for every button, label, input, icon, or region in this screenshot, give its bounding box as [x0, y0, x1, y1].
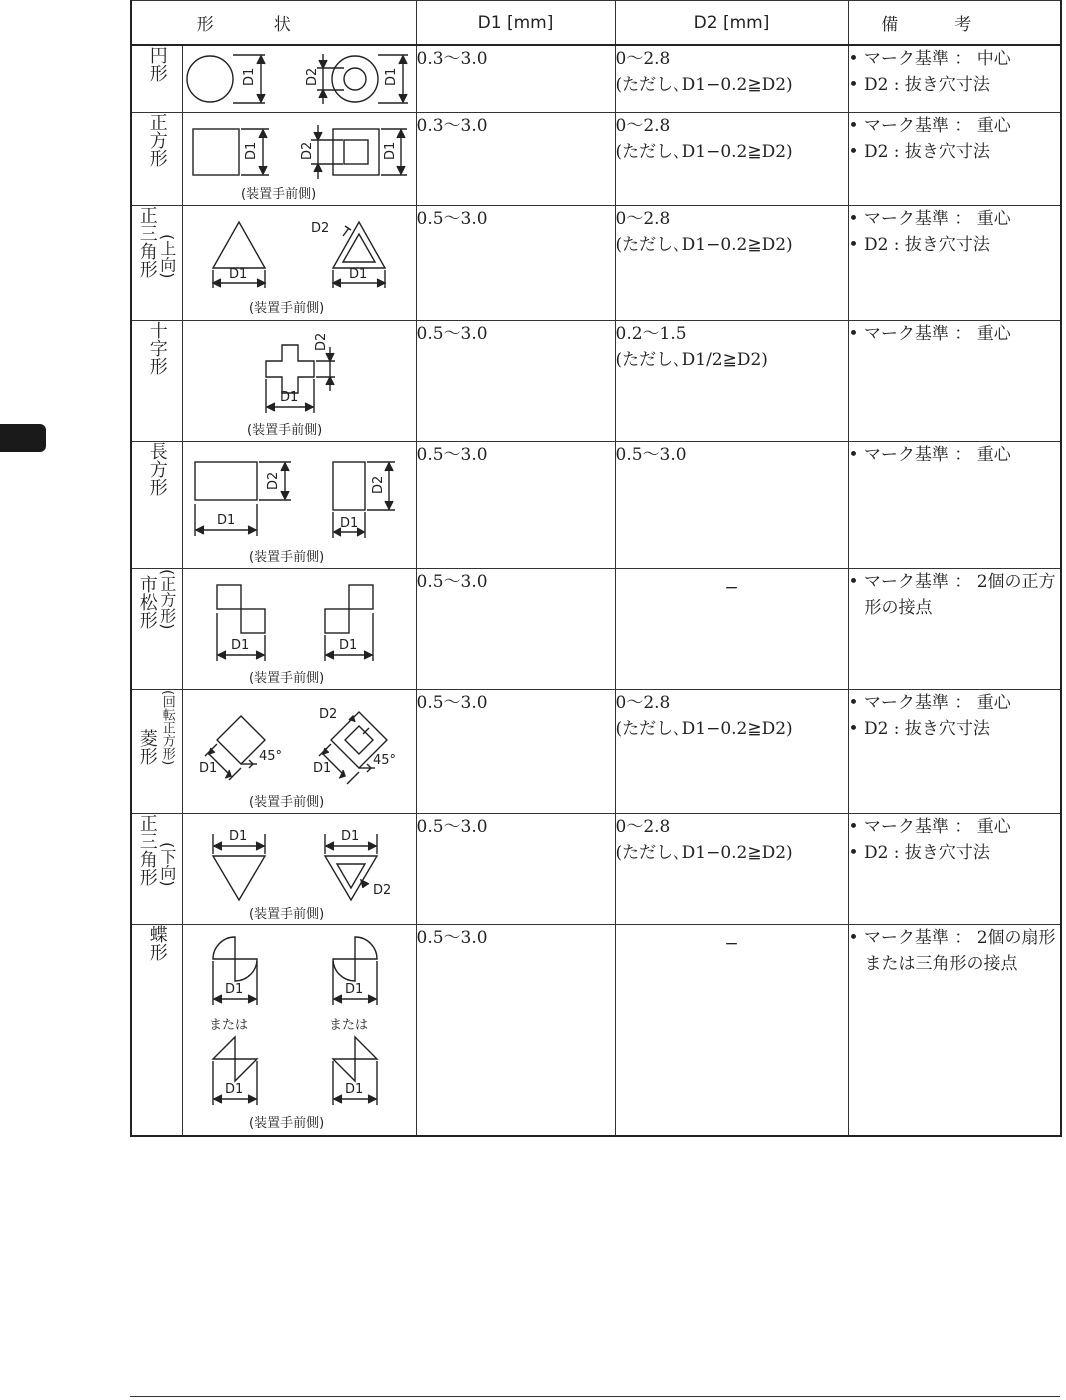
notes: • マーク基準 ： 2個の扇形または三角形の接点	[848, 925, 1061, 1137]
table-row	[131, 45, 1061, 113]
table-row	[131, 206, 1061, 321]
d2-range: 0〜2.8 (ただし､D1−0.2≧D2)	[615, 814, 848, 925]
header-row	[131, 1, 1061, 46]
table-row	[131, 925, 1061, 1137]
square-figure	[182, 113, 416, 206]
svg-text:D1: D1	[241, 67, 257, 86]
shape-name: 正三角形(上向)	[131, 206, 182, 321]
svg-text:または: または	[208, 1018, 248, 1033]
notes: • マーク基準 ： 中心 • D2 : 抜き穴寸法	[848, 45, 1061, 113]
d2-range: 0.5〜3.0	[615, 442, 848, 569]
d2-range: 0〜2.8 (ただし､D1−0.2≧D2)	[615, 690, 848, 814]
triangle-up-figure	[182, 206, 416, 321]
d2-range: −	[615, 925, 848, 1137]
shape-name: 正方形	[131, 113, 182, 206]
shape-name: 市松形(正方形)	[131, 569, 182, 690]
svg-text:(装置手前側): (装置手前側)	[248, 795, 324, 810]
circle-figure	[182, 45, 416, 113]
header-notes: 備考	[848, 1, 1061, 46]
d1-range: 0.5〜3.0	[416, 569, 615, 690]
svg-text:D1: D1	[344, 1082, 363, 1097]
svg-text:D1: D1	[338, 638, 357, 653]
svg-text:(装置手前側): (装置手前側)	[248, 550, 324, 565]
d1-range: 0.5〜3.0	[416, 814, 615, 925]
notes: • マーク基準 ： 重心	[848, 321, 1061, 442]
svg-text:D1: D1	[224, 1082, 243, 1097]
shape-name: 十字形	[131, 321, 182, 442]
svg-text:(装置手前側): (装置手前側)	[246, 423, 322, 438]
svg-text:D2: D2	[370, 475, 386, 494]
svg-text:(装置手前側): (装置手前側)	[240, 187, 316, 202]
svg-text:D1: D1	[339, 516, 358, 531]
butterfly-figure	[182, 925, 416, 1137]
svg-text:45°: 45°	[372, 753, 396, 768]
d1-range: 0.5〜3.0	[416, 442, 615, 569]
svg-text:(装置手前側): (装置手前側)	[248, 907, 324, 922]
d1-range: 0.3〜3.0	[416, 113, 615, 206]
svg-text:D2: D2	[313, 332, 329, 351]
shape-name: 円形	[131, 45, 182, 113]
d2-range: 0.2〜1.5 (ただし､D1/2≧D2)	[615, 321, 848, 442]
cross-figure	[182, 321, 416, 442]
svg-text:D1: D1	[243, 141, 259, 160]
svg-text:D1: D1	[230, 638, 249, 653]
d2-range: 0〜2.8 (ただし､D1−0.2≧D2)	[615, 45, 848, 113]
header-shape: 形状	[131, 1, 416, 46]
notes: • マーク基準 ： 重心 • D2 : 抜き穴寸法	[848, 206, 1061, 321]
d1-range: 0.5〜3.0	[416, 925, 615, 1137]
svg-text:D2: D2	[318, 707, 337, 722]
shape-name: 蝶形	[131, 925, 182, 1137]
d1-range: 0.5〜3.0	[416, 321, 615, 442]
notes: • マーク基準 ： 重心 • D2 : 抜き穴寸法	[848, 814, 1061, 925]
header-d1: D1 [mm]	[416, 1, 615, 46]
rectangle-figure	[182, 442, 416, 569]
svg-text:D1: D1	[224, 982, 243, 997]
shape-name: 長方形	[131, 442, 182, 569]
d1-range: 0.5〜3.0	[416, 206, 615, 321]
notes: • マーク基準 ： 重心	[848, 442, 1061, 569]
notes: • マーク基準 ： 重心 • D2 : 抜き穴寸法	[848, 690, 1061, 814]
svg-text:D1: D1	[383, 67, 399, 86]
svg-text:D2: D2	[265, 471, 281, 490]
svg-text:D1: D1	[228, 267, 247, 282]
svg-text:D1: D1	[279, 390, 298, 405]
d2-range: 0〜2.8 (ただし､D1−0.2≧D2)	[615, 113, 848, 206]
table-row	[131, 442, 1061, 569]
notes: • マーク基準 ： 2個の正方形の接点	[848, 569, 1061, 690]
svg-text:D1: D1	[198, 761, 217, 776]
svg-text:D1: D1	[312, 761, 331, 776]
table-row	[131, 814, 1061, 925]
svg-text:D1: D1	[340, 829, 359, 844]
svg-text:45°: 45°	[258, 749, 282, 764]
svg-text:(装置手前側): (装置手前側)	[248, 671, 324, 686]
rhombus-figure	[182, 690, 416, 814]
section-tab	[0, 424, 46, 452]
d2-range: 0〜2.8 (ただし､D1−0.2≧D2)	[615, 206, 848, 321]
svg-text:D2: D2	[304, 67, 320, 86]
svg-text:D2: D2	[299, 141, 315, 160]
table-row	[131, 569, 1061, 690]
svg-text:(装置手前側): (装置手前側)	[248, 1116, 324, 1131]
triangle-down-figure	[182, 814, 416, 925]
svg-text:D1: D1	[382, 141, 398, 160]
table-row	[131, 690, 1061, 814]
svg-text:D1: D1	[228, 829, 247, 844]
mark-shape-table	[130, 0, 1062, 1137]
d2-range: −	[615, 569, 848, 690]
table-row	[131, 321, 1061, 442]
d1-range: 0.3〜3.0	[416, 45, 615, 113]
d1-range: 0.5〜3.0	[416, 690, 615, 814]
svg-text:D1: D1	[344, 982, 363, 997]
svg-text:または: または	[328, 1018, 368, 1033]
svg-text:D1: D1	[348, 267, 367, 282]
svg-text:D1: D1	[216, 513, 235, 528]
svg-text:(装置手前側): (装置手前側)	[248, 301, 324, 316]
header-d2: D2 [mm]	[615, 1, 848, 46]
svg-text:D2: D2	[372, 883, 391, 898]
svg-text:D2: D2	[310, 221, 329, 236]
shape-name: 菱形 (回転正方形)	[131, 690, 182, 814]
table-row	[131, 113, 1061, 206]
notes: • マーク基準 ： 重心 • D2 : 抜き穴寸法	[848, 113, 1061, 206]
shape-name: 正三角形(下向)	[131, 814, 182, 925]
checker-figure	[182, 569, 416, 690]
footer-rule	[130, 1396, 1060, 1397]
